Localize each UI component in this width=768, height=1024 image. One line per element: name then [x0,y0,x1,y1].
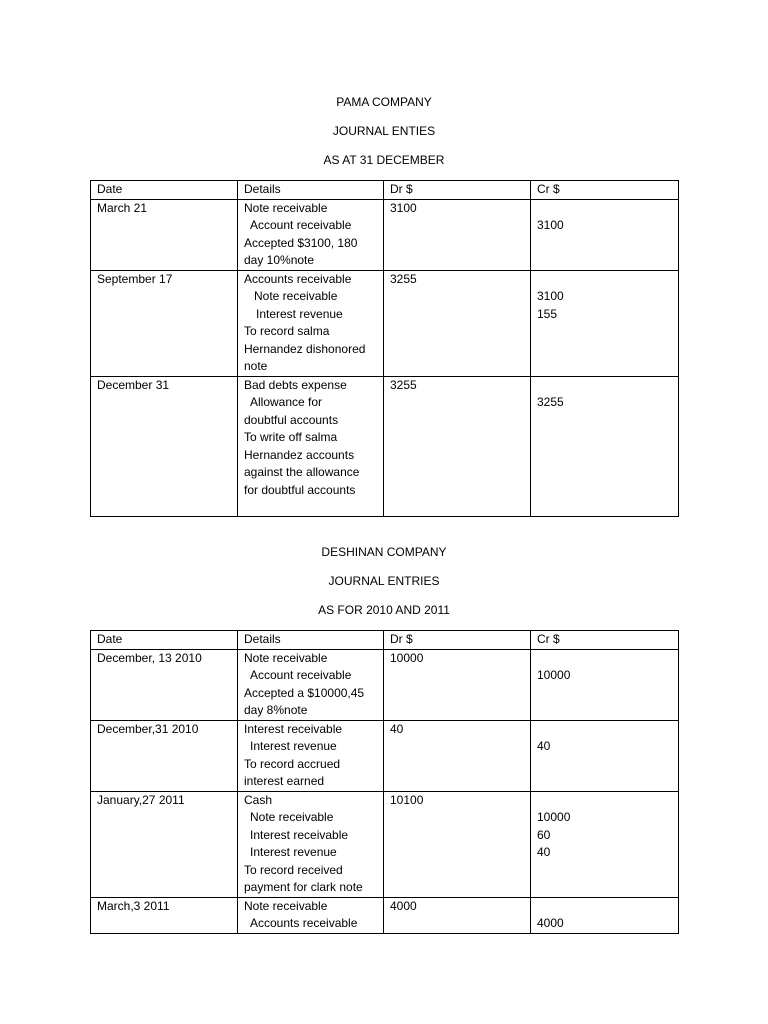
detail-line: Note receivable [250,810,334,824]
credit-amount: 155 [537,306,558,321]
detail-line: To write off salma [244,430,338,444]
credit-amount: 40 [537,845,551,859]
entry-details [238,897,384,933]
entry-date: December, 13 2010 [91,649,238,720]
detail-line: day 10%note [244,253,315,267]
detail-line: interest earned [244,774,325,788]
detail-line: To record received [244,862,343,877]
debit-amount: 40 [390,721,404,736]
journal-entry-row [91,199,679,270]
entry-credit [531,270,679,376]
detail-line: day 8%note [244,703,308,717]
entry-details [238,199,384,270]
detail-line: To record accrued [244,756,341,771]
detail-line: Allowance for [250,395,323,409]
journal-entry-row [91,897,679,933]
detail-line: Hernandez accounts [244,447,355,462]
entry-details [238,270,384,376]
journal-table [90,630,679,934]
detail-line: Note receivable [244,200,328,215]
credit-amount: 10000 [537,810,571,824]
detail-line: Interest revenue [250,739,337,753]
detail-line: Account receivable [250,668,352,682]
entry-credit [531,791,679,897]
journal-entry-row [91,649,679,720]
entry-details [238,791,384,897]
journal-entry-row [91,270,679,376]
credit-amount: 3255 [537,395,564,409]
company-title: PAMA COMPANY [336,95,432,109]
entry-debit [384,199,531,270]
detail-line: Accepted $3100, 180 [244,235,358,250]
period-label: AS AT 31 DECEMBER [323,153,445,167]
company-title: DESHINAN COMPANY [321,545,447,559]
credit-amount [537,898,678,916]
entry-details [238,376,384,516]
details-header: Details [238,631,384,650]
entry-debit [384,376,531,516]
credit-amount: 3100 [537,289,564,303]
header-row [91,631,679,650]
details-header: Details [238,181,384,200]
debit-header: Dr $ [384,631,531,650]
credit-amount: 10000 [537,668,571,682]
debit-amount: 4000 [390,898,417,913]
detail-line: Account receivable [250,218,352,232]
entry-credit [531,376,679,516]
detail-line: Hernandez dishonored [244,341,366,356]
debit-amount: 3255 [390,271,417,286]
detail-line: To record salma [244,324,330,338]
entry-date: September 17 [91,270,238,376]
header-row [91,181,679,200]
journal-entry-row [91,791,679,897]
credit-amount [537,721,678,739]
entry-date: March 21 [91,199,238,270]
entry-debit [384,897,531,933]
credit-amount [537,271,678,289]
detail-line: Note receivable [244,650,328,665]
entry-credit [531,897,679,933]
detail-line: Accepted a $10000,45 [244,685,365,700]
credit-amount: 40 [537,739,551,753]
debit-amount: 3255 [390,377,417,392]
detail-line: Accounts receivable [244,271,352,286]
entry-date: March,3 2011 [91,897,238,933]
entry-date: December 31 [91,376,238,516]
entry-debit [384,649,531,720]
entry-debit [384,791,531,897]
date-header: Date [91,181,238,200]
detail-line: for doubtful accounts [244,482,356,497]
credit-amount [537,377,678,395]
journal-entry-row [91,376,679,516]
entry-debit [384,270,531,376]
entry-credit [531,649,679,720]
entry-credit [531,199,679,270]
journal-entry-row [91,720,679,791]
entry-credit [531,720,679,791]
entry-debit [384,720,531,791]
journal-subtitle: JOURNAL ENTRIES [328,574,440,588]
credit-amount: 60 [537,827,551,842]
detail-line: Note receivable [254,289,338,303]
debit-amount: 3100 [390,200,417,215]
detail-line: Interest revenue [256,306,343,321]
credit-amount [537,200,678,218]
credit-header: Cr $ [531,631,679,650]
detail-line: against the allowance [244,465,360,479]
entry-details [238,720,384,791]
period-label: AS FOR 2010 AND 2011 [318,603,450,617]
detail-line: Cash [244,792,273,807]
credit-amount: 3100 [537,218,564,232]
detail-line: Interest receivable [250,827,349,842]
detail-line: payment for clark note [244,880,363,894]
entry-date: December,31 2010 [91,720,238,791]
credit-header: Cr $ [531,181,679,200]
detail-line: Note receivable [244,898,328,913]
detail-line: doubtful accounts [244,412,339,427]
credit-amount [537,650,678,668]
journal-table [90,180,679,517]
debit-header: Dr $ [384,181,531,200]
detail-line: Bad debts expense [244,377,347,392]
detail-line: Interest receivable [244,721,343,736]
debit-amount: 10100 [390,792,424,807]
entry-details [238,649,384,720]
credit-amount [537,792,678,810]
journal-subtitle: JOURNAL ENTIES [332,124,436,138]
date-header: Date [91,631,238,650]
detail-line: note [244,359,268,373]
detail-line: Interest revenue [250,845,337,859]
detail-line: Accounts receivable [250,916,358,930]
credit-amount: 4000 [537,916,564,930]
entry-date: January,27 2011 [91,791,238,897]
debit-amount: 10000 [390,650,424,665]
